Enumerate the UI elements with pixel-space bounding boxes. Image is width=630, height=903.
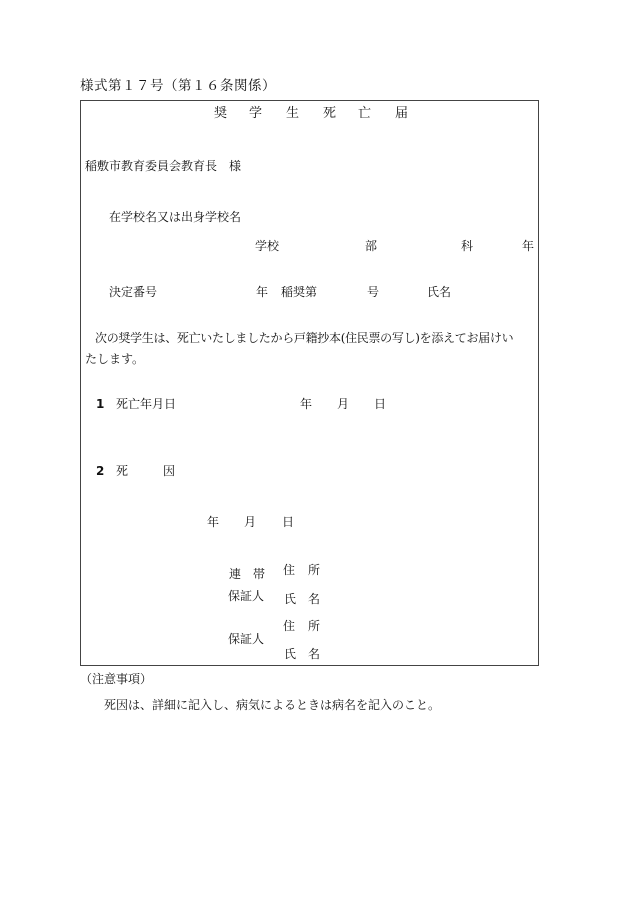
title-char: 届: [395, 106, 409, 121]
notes-heading: （注意事項）: [80, 672, 153, 686]
guarantor1-name-b: 名: [308, 592, 321, 606]
guarantor1-addr-a: 住: [283, 563, 296, 577]
guarantor1-addr-b: 所: [308, 563, 321, 577]
date-tsuki: 月: [244, 515, 257, 529]
school-gakko: 学校: [255, 239, 280, 253]
school-label: 在学校名又は出身学校名: [109, 210, 242, 224]
statement-line1: 次の奨学生は、死亡いたしましたから戸籍抄本(住民票の写し)を添えてお届けい: [95, 331, 514, 345]
title-char: 奨: [214, 106, 228, 121]
item1-label: 死亡年月日: [116, 397, 177, 411]
school-ka: 科: [461, 239, 474, 253]
title-char: 死: [323, 106, 337, 121]
school-nen: 年: [522, 239, 535, 253]
decision-go: 号: [367, 285, 380, 299]
guarantor2-role: 保証人: [228, 632, 265, 646]
guarantor2-name-b: 名: [308, 647, 321, 661]
title-char: 生: [286, 106, 300, 121]
decision-label: 決定番号: [109, 285, 158, 299]
statement-line2: たします。: [85, 352, 145, 366]
school-bu: 部: [365, 239, 378, 253]
notes-text: 死因は、詳細に記入し、病気によるときは病名を記入のこと。: [104, 698, 441, 712]
title-char: 亡: [358, 106, 372, 121]
item2-label-a: 死: [116, 464, 129, 478]
guarantor2-name-a: 氏: [284, 647, 297, 661]
item1-nen: 年: [300, 397, 313, 411]
date-hi: 日: [282, 515, 295, 529]
guarantor2-addr-a: 住: [283, 619, 296, 633]
item1-tsuki: 月: [337, 397, 350, 411]
guarantor1-role-line1: 連 帯: [229, 567, 266, 581]
date-nen: 年: [207, 515, 220, 529]
item2-label-b: 因: [163, 464, 176, 478]
guarantor2-addr-b: 所: [308, 619, 321, 633]
form-number: 様式第１７号（第１６条関係）: [80, 78, 276, 94]
item2-number: 2: [96, 464, 105, 478]
guarantor1-name-a: 氏: [284, 592, 297, 606]
title-char: 学: [249, 106, 263, 121]
addressee: 稲敷市教育委員会教育長 様: [85, 159, 242, 173]
decision-nen: 年: [256, 285, 269, 299]
decision-prefix: 稲奨第: [281, 285, 318, 299]
item1-number: 1: [96, 397, 105, 411]
decision-shimei: 氏名: [427, 285, 452, 299]
form-frame: [80, 100, 539, 666]
guarantor1-role-line2: 保証人: [228, 589, 265, 603]
item1-hi: 日: [374, 397, 387, 411]
